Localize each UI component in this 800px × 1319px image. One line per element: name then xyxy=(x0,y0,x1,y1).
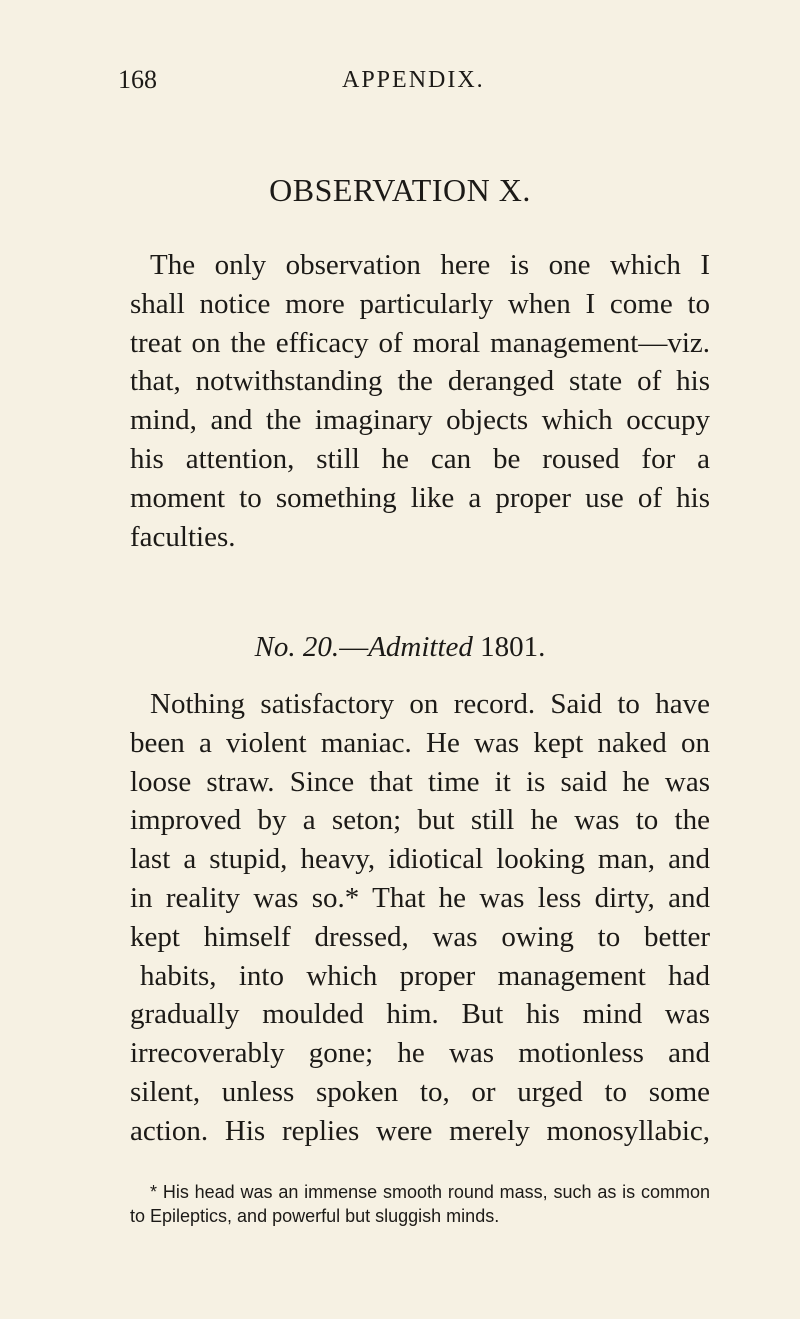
footnote-line: * His head was an immense smooth round mass, such as is common xyxy=(150,1182,710,1202)
running-head xyxy=(118,60,718,100)
footnote xyxy=(130,1180,710,1228)
text-line: that, notwithstanding the deranged state of his xyxy=(130,365,710,398)
text-line: treat on the efficacy of moral management—viz. xyxy=(130,326,710,359)
footnote-line: to Epileptics, and powerful but sluggish minds. xyxy=(130,1206,500,1226)
running-title: APPENDIX. xyxy=(342,67,485,93)
case-label: Admitted xyxy=(368,631,473,663)
text-line: faculties. xyxy=(130,520,236,553)
text-line: improved by a seton; but still he was to the xyxy=(130,804,710,837)
text-line: mind, and the imaginary objects which occupy xyxy=(130,404,710,437)
text-line: irrecoverably gone; he was motionless and xyxy=(130,1037,710,1070)
case-year: 1801. xyxy=(480,631,546,663)
text-line: habits, into which proper management had xyxy=(140,959,710,992)
text-line: Nothing satisfactory on record. Said to have xyxy=(150,688,710,720)
text-line: been a violent maniac. He was kept naked on xyxy=(130,726,710,759)
text-line: The only observation here is one which I xyxy=(150,249,710,281)
text-line: last a stupid, heavy, idiotical looking man, and xyxy=(130,843,710,876)
text-line: his attention, still he can be roused for a xyxy=(130,442,710,475)
text-line: shall notice more particularly when I come to xyxy=(130,287,710,320)
text-line: action. His replies were merely monosyllabic, xyxy=(130,1114,710,1147)
paragraph-observation xyxy=(130,246,710,556)
text-line: kept himself dressed, was owing to better xyxy=(130,920,710,953)
paragraph-case xyxy=(130,685,710,1151)
case-dash: — xyxy=(339,631,369,663)
case-heading xyxy=(0,628,800,666)
section-heading: OBSERVATION X. xyxy=(269,172,531,208)
page-number: 168 xyxy=(118,65,157,94)
text-line: loose straw. Since that time it is said he was xyxy=(130,765,710,798)
text-line: gradually moulded him. But his mind was xyxy=(130,998,710,1031)
text-line: in reality was so.* That he was less dirty, and xyxy=(130,881,710,914)
text-line: moment to something like a proper use of his xyxy=(130,481,710,514)
case-number: No. 20. xyxy=(254,631,340,663)
text-line: silent, unless spoken to, or urged to some xyxy=(130,1075,710,1108)
